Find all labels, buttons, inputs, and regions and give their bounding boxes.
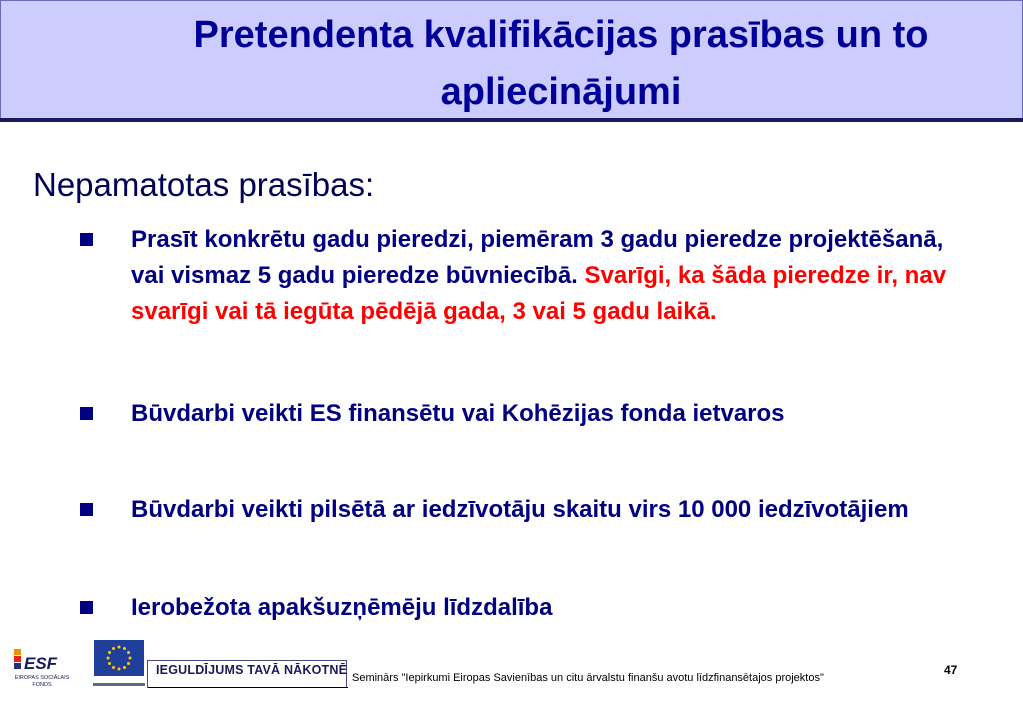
title-band [0, 0, 1023, 119]
eu-flag-caption [93, 683, 145, 686]
bullet-text: Būvdarbi veikti pilsētā ar iedzīvotāju skaitu virs 10 000 iedzīvotājiem [131, 496, 909, 523]
square-bullet-icon [80, 407, 93, 420]
bullet-text: Būvdarbi veikti ES finansētu vai Kohēzijas fonda ietvaros [131, 400, 785, 427]
bullet-emphasis-text: Svarīgi, ka šāda pieredze ir, nav svarīgi vai tā iegūta pēdējā gada, 3 vai 5 gadu laikā. [131, 262, 947, 325]
bullet-text: Ierobežota apakšuzņēmēju līdzdalība [131, 594, 553, 621]
section-heading: Nepamatotas prasības: [33, 166, 375, 203]
esf-caption-line2: FONDS [32, 682, 52, 688]
footer [0, 630, 1023, 708]
footer-divider [148, 687, 348, 688]
slogan-banner [147, 660, 347, 688]
square-bullet-icon [80, 601, 93, 614]
slide-title: Pretendenta kvalifikācijas prasības un to apliecinājumi [193, 14, 929, 113]
bullet-plain-text: Prasīt konkrētu gadu pieredzi, piemēram 3 gadu pieredze projektēšanā, vai vismaz 5 gadu pieredze būvniecībā. [131, 226, 944, 289]
title-divider [0, 118, 1023, 122]
square-bullet-icon [80, 503, 93, 516]
square-bullet-icon [80, 233, 93, 246]
esf-logo [10, 642, 74, 692]
seminar-caption: Seminārs "Iepirkumi Eiropas Savienības un citu ārvalstu finanšu avotu līdzfinansētajos projektos" [352, 672, 824, 684]
eu-flag-icon [94, 640, 144, 680]
page-number: 47 [944, 663, 958, 677]
bullet-text [131, 222, 961, 330]
esf-logo-text: ESF [24, 654, 58, 673]
slogan-text: IEGULDĪJUMS TAVĀ NĀKOTNĒ [156, 663, 348, 677]
esf-caption-line1: EIROPAS SOCIĀLAIS [14, 675, 70, 681]
